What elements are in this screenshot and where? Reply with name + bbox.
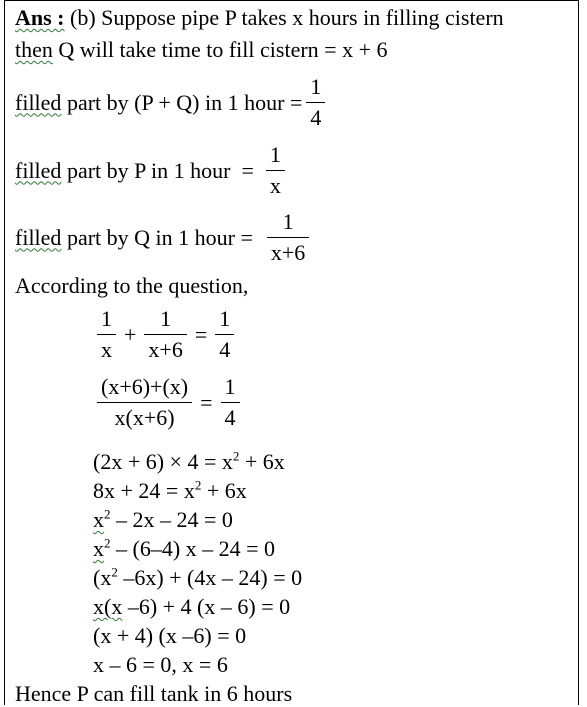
line-p-filled xyxy=(15,143,289,198)
filled-word: filled xyxy=(15,157,62,183)
fraction-bar xyxy=(144,334,186,335)
fraction-bar xyxy=(306,102,325,103)
line-hence: Hence P can fill tank in 6 hours xyxy=(15,681,293,706)
step-text: – (6–4) x – 24 = 0 xyxy=(110,536,276,561)
step-text: + 6x xyxy=(239,449,285,474)
step-text: –6) + 4 (x – 6) = 0 xyxy=(122,594,291,619)
fraction-den: x xyxy=(101,337,112,362)
fraction-bar xyxy=(266,170,285,171)
then-text: Q will take time to fill cistern = x + 6 xyxy=(52,37,388,62)
fraction-num: 1 xyxy=(101,306,112,331)
step-text: x xyxy=(93,536,104,561)
fraction-bar xyxy=(97,334,116,335)
then-word: then xyxy=(15,37,53,62)
fraction-pq xyxy=(306,75,325,130)
step-3 xyxy=(93,507,233,533)
superscript: 2 xyxy=(104,506,111,522)
step-text: 8x + 24 = x xyxy=(93,478,195,503)
fraction-den: x xyxy=(269,173,281,198)
fraction-num: 1 xyxy=(224,374,236,399)
q-text: part by Q in 1 hour = xyxy=(61,224,253,250)
step-5 xyxy=(93,565,302,591)
fraction-bar xyxy=(97,402,192,403)
step-text: –6x) + (4x – 24) = 0 xyxy=(117,565,303,590)
line-ans xyxy=(15,5,504,31)
fraction-den: 4 xyxy=(219,337,231,362)
ans-label: Ans : xyxy=(15,5,65,30)
fraction-num: 1 xyxy=(269,142,281,167)
fraction-eq1-a xyxy=(97,307,116,362)
fraction-den: x+6 xyxy=(270,240,306,265)
fraction-num: 1 xyxy=(160,306,172,331)
step-text: (2x + 6) × 4 = x xyxy=(93,449,233,474)
step-text: + 6x xyxy=(201,478,247,503)
plus-sign: + xyxy=(124,321,137,347)
superscript: 2 xyxy=(104,535,111,551)
fraction-num: 1 xyxy=(219,306,231,331)
fraction-bar xyxy=(267,237,309,238)
step-1 xyxy=(93,449,285,475)
step-6 xyxy=(93,594,290,620)
fraction-p xyxy=(266,143,285,198)
step-8: x – 6 = 0, x = 6 xyxy=(93,652,228,677)
pq-text: part by (P + Q) in 1 hour = xyxy=(61,89,303,115)
fraction-num: 1 xyxy=(282,209,294,234)
superscript: 2 xyxy=(232,448,240,464)
step-text: x xyxy=(93,507,104,532)
equation-1 xyxy=(93,307,238,362)
filled-word: filled xyxy=(15,89,62,115)
fraction-den: 4 xyxy=(310,105,322,130)
fraction-den: x+6 xyxy=(148,337,183,362)
fraction-bar xyxy=(221,402,240,403)
fraction-eq1-c xyxy=(215,307,234,362)
step-text: – 2x – 24 = 0 xyxy=(110,507,233,532)
step-4 xyxy=(93,536,275,562)
equals-sign: = xyxy=(194,321,208,347)
fraction-den: x(x+6) xyxy=(114,405,175,430)
step-text: (x xyxy=(93,565,112,590)
fraction-q xyxy=(267,210,309,265)
fraction-num: (x+6)+(x) xyxy=(101,374,189,399)
fraction-bar xyxy=(215,334,234,335)
step-text: x(x xyxy=(93,594,123,619)
line-according: According to the question, xyxy=(15,273,249,298)
step-7: (x + 4) (x –6) = 0 xyxy=(93,623,247,648)
line-then xyxy=(15,37,387,63)
filled-word: filled xyxy=(15,224,62,250)
fraction-den: 4 xyxy=(224,405,236,430)
line-q-filled xyxy=(15,210,313,265)
fraction-eq2-a xyxy=(97,375,192,430)
ans-text: (b) Suppose pipe P takes x hours in filling cistern xyxy=(64,5,504,30)
step-2 xyxy=(93,478,247,504)
superscript: 2 xyxy=(194,477,202,493)
fraction-eq2-b xyxy=(221,375,240,430)
superscript: 2 xyxy=(111,564,118,580)
fraction-num: 1 xyxy=(310,74,322,99)
p-text: part by P in 1 hour = xyxy=(61,157,254,183)
answer-box xyxy=(4,0,579,705)
fraction-eq1-b xyxy=(144,307,186,362)
line-pq-filled xyxy=(15,75,329,130)
equation-2 xyxy=(93,375,244,430)
equals-sign: = xyxy=(200,389,213,415)
